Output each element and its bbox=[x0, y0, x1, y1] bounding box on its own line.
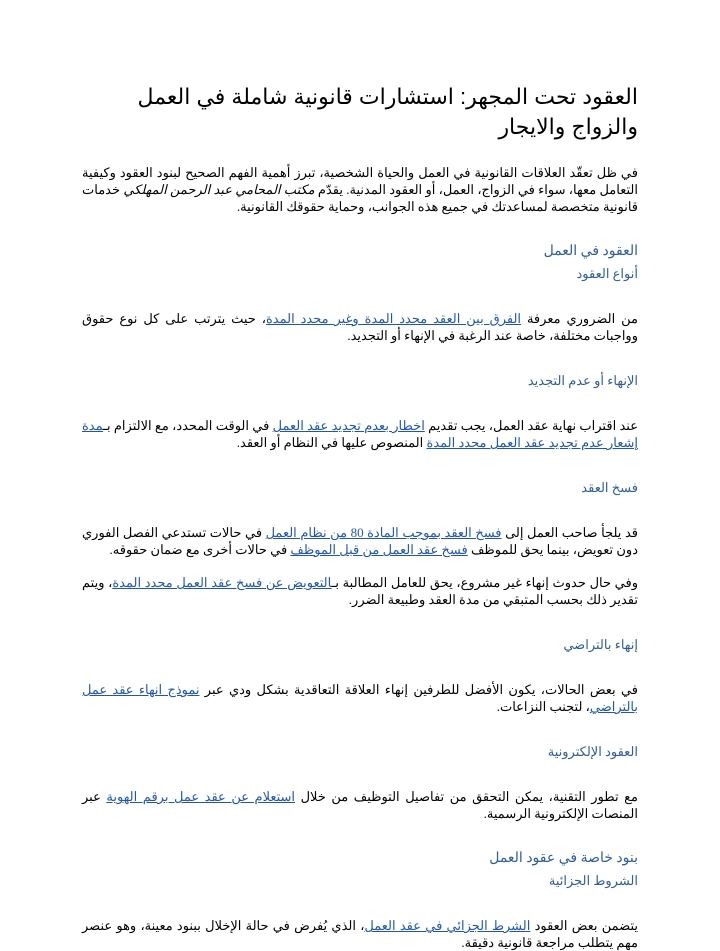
text: ، حيث يترتب على كل نوع حقوق وواجبات مختلفة، خاصة عند الرغبة في الإنهاء أو التجديد. bbox=[82, 311, 638, 343]
intro-text-1: في ظل تعقّد العلاقات القانونية في العمل والحياة الشخصية، تبرز أهمية الفهم الصحيح لبنود العقود وكيفية التعامل معها، سواء في الزواج، العمل، أو العقود المدنية. يقدّم bbox=[82, 165, 638, 197]
text: في حالات أخرى مع ضمان حقوقه. bbox=[109, 542, 291, 557]
subheading-rescission: فسخ العقد bbox=[581, 480, 638, 495]
paragraph-contract-types bbox=[82, 310, 638, 344]
text: في بعض الحالات، يكون الأفضل للطرفين إنهاء العلاقة التعاقدية بشكل ودي عبر bbox=[199, 682, 638, 697]
link-non-renewal-notice[interactable]: اخطار بعدم تجديد عقد العمل bbox=[272, 418, 425, 433]
spacer bbox=[82, 889, 638, 917]
link-article-80[interactable]: فسخ العقد بموجب المادة 80 من نظام العمل bbox=[265, 525, 502, 540]
text: عند اقتراب نهاية عقد العمل، يجب تقديم bbox=[424, 418, 638, 433]
subheading-electronic-contracts: العقود الإلكترونية bbox=[547, 744, 638, 759]
section-heading-work-contracts: العقود في العمل bbox=[543, 244, 638, 259]
spacer bbox=[82, 496, 638, 524]
spacer bbox=[82, 608, 638, 636]
page-title: العقود تحت المجهر: استشارات قانونية شاملة في العمل والزواج والايجار bbox=[137, 84, 638, 139]
spacer bbox=[82, 282, 638, 310]
link-employee-rescission[interactable]: فسخ عقد العمل من قبل الموظف bbox=[290, 542, 468, 557]
paragraph-termination bbox=[82, 417, 638, 451]
spacer bbox=[82, 715, 638, 743]
text: ، لتجنب النزاعات. bbox=[496, 699, 590, 714]
link-penalty-clause[interactable]: الشرط الجزائي في عقد العمل bbox=[364, 918, 531, 933]
paragraph-rescission-2 bbox=[82, 574, 638, 608]
link-id-inquiry[interactable]: استعلام عن عقد عمل برقم الهوية bbox=[106, 789, 296, 804]
spacer bbox=[82, 653, 638, 681]
text: يتضمن بعض العقود bbox=[530, 918, 638, 933]
text: ، ويتم تقدير ذلك بحسب المتبقي من مدة العقد وطبيعة الضرر. bbox=[82, 575, 638, 607]
section-heading-special-clauses: بنود خاصة في عقود العمل bbox=[489, 851, 638, 866]
link-mutual-template[interactable]: نموذج انهاء عقد عمل بالتراضي bbox=[82, 682, 638, 714]
spacer bbox=[82, 451, 638, 479]
text: في حالات تستدعي الفصل الفوري دون تعويض، بينما يحق للموظف bbox=[82, 525, 638, 557]
intro-text-2: خدمات قانونية متخصصة لمساعدتك في جميع هذه الجوانب، وحماية حقوقك القانونية. bbox=[82, 182, 638, 214]
text: المنصوص عليها في النظام أو العقد. bbox=[236, 435, 427, 450]
link-compensation[interactable]: التعويض عن فسخ عقد العمل محدد المدة bbox=[112, 575, 332, 590]
spacer bbox=[82, 389, 638, 417]
spacer bbox=[82, 558, 638, 574]
spacer bbox=[82, 822, 638, 850]
subheading-contract-types: أنواع العقود bbox=[576, 266, 638, 281]
text: قد يلجأ صاحب العمل إلى bbox=[501, 525, 638, 540]
paragraph-electronic-contracts bbox=[82, 788, 638, 822]
subheading-penalty-clauses: الشروط الجزائية bbox=[548, 873, 638, 888]
spacer bbox=[82, 344, 638, 372]
text: عبر المنصات الإلكترونية الرسمية. bbox=[82, 789, 638, 821]
link-fixed-vs-indefinite[interactable]: الفرق بين العقد محدد المدة وغير محدد المدة bbox=[265, 311, 522, 326]
spacer bbox=[82, 215, 638, 243]
subheading-mutual-termination: إنهاء بالتراضي bbox=[563, 637, 638, 652]
paragraph-penalty-clauses bbox=[82, 917, 638, 951]
spacer bbox=[82, 760, 638, 788]
text: في الوقت المحدد، مع الالتزام بـ bbox=[103, 418, 273, 433]
text: ، الذي يُفرض في حالة الإخلال ببنود معينة، وهو عنصر مهم يتطلب مراجعة قانونية دقيقة. bbox=[82, 918, 638, 950]
document-page bbox=[82, 82, 638, 951]
paragraph-rescission-1 bbox=[82, 524, 638, 558]
text: مع تطور التقنية، يمكن التحقق من تفاصيل التوظيف من خلال bbox=[295, 789, 638, 804]
office-name: مكتب المحامي عبد الرحمن المهلكي bbox=[123, 182, 315, 197]
link-notice-period[interactable]: مدة إشعار عدم تجديد عقد العمل محدد المدة bbox=[82, 418, 638, 450]
text: وفي حال حدوث إنهاء غير مشروع، يحق للعامل المطالبة بـ bbox=[331, 575, 638, 590]
intro-paragraph bbox=[82, 164, 638, 215]
subheading-termination: الإنهاء أو عدم التجديد bbox=[527, 373, 638, 388]
text: من الضروري معرفة bbox=[521, 311, 639, 326]
paragraph-mutual-termination bbox=[82, 681, 638, 715]
